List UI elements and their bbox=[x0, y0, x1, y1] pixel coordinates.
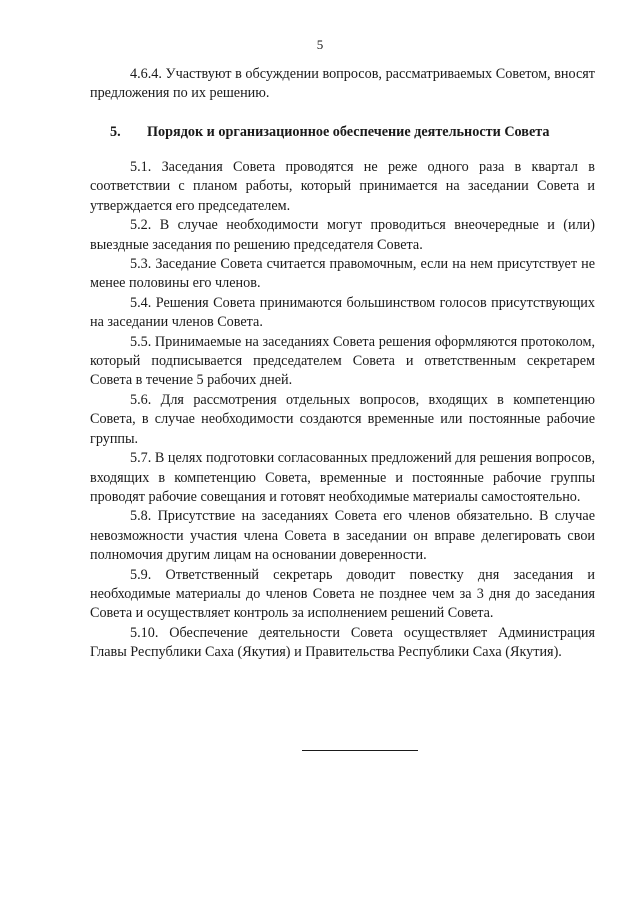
clause-5-5: 5.5. Принимаемые на заседаниях Совета решения оформляются протоколом, который подписывается председателем Совета и ответственным секретарем Совета в течение 5 рабочих дней. bbox=[90, 333, 595, 389]
section-heading bbox=[110, 123, 610, 142]
clause-5-10: 5.10. Обеспечение деятельности Совета осуществляет Администрация Главы Республики Саха (Якутия) и Правительства Республики Саха (Якутия). bbox=[90, 624, 595, 661]
section-title: Порядок и организационное обеспечение деятельности Совета bbox=[147, 124, 550, 140]
clause-4-6-4: 4.6.4. Участвуют в обсуждении вопросов, рассматриваемых Советом, вносят предложения по их решению. bbox=[90, 66, 595, 102]
section-body bbox=[90, 158, 595, 663]
clause-5-3: 5.3. Заседание Совета считается правомочным, если на нем присутствует не менее половины его членов. bbox=[90, 256, 595, 292]
clause-5-1: 5.1. Заседания Совета проводятся не реже одного раза в квартал в соответствии с планом работы, который принимается на заседании Совета и утверждается его председателем. bbox=[90, 159, 595, 214]
clause-5-8: 5.8. Присутствие на заседаниях Совета его членов обязательно. В случае невозможности участия члена Совета в заседании он вправе делегировать свои полномочия другим лицам на основании доверенности. bbox=[90, 508, 595, 564]
page-number: 5 bbox=[316, 37, 324, 52]
closing-divider-line bbox=[302, 750, 418, 751]
intro-clause-block bbox=[90, 65, 595, 104]
clause-5-6: 5.6. Для рассмотрения отдельных вопросов, входящих в компетенцию Совета, в случае необходимости создаются временные или постоянные рабочие группы. bbox=[90, 391, 595, 447]
clause-5-4: 5.4. Решения Совета принимаются большинством голосов присутствующих на заседании членов Совета. bbox=[90, 294, 595, 331]
clause-5-9: 5.9. Ответственный секретарь доводит повестку дня заседания и необходимые материалы до членов Совета не позднее чем за 3 дня до заседания Совета и осуществляет контроль за исполнением решений Совета. bbox=[90, 566, 595, 622]
clause-5-7: 5.7. В целях подготовки согласованных предложений для решения вопросов, входящих в компетенцию Совета, временные и постоянные рабочие группы проводят рабочие совещания и готовят необходимые материалы самостоятельно. bbox=[90, 450, 595, 505]
clause-5-2: 5.2. В случае необходимости могут проводиться внеочередные и (или) выездные заседания по решению председателя Совета. bbox=[90, 217, 595, 253]
section-number: 5. bbox=[110, 124, 121, 140]
